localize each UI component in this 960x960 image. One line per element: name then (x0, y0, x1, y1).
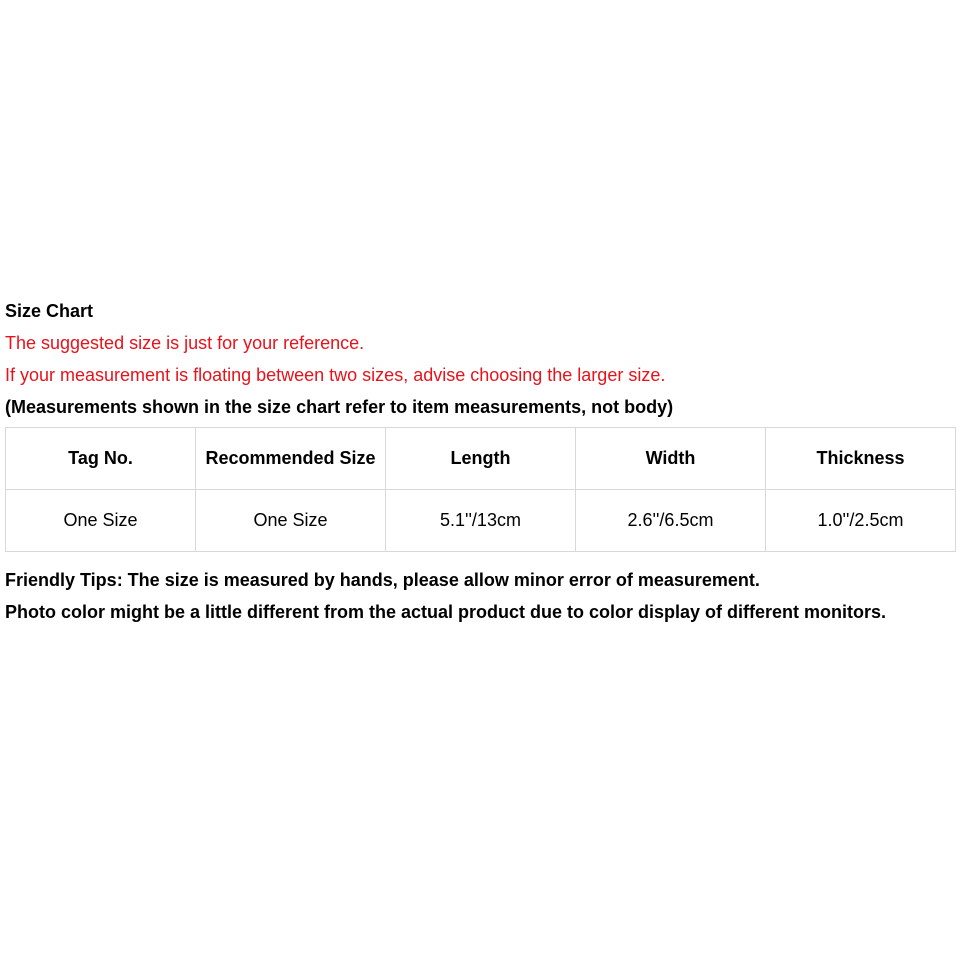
cell-recommended-size: One Size (196, 490, 386, 552)
header-thickness: Thickness (766, 428, 956, 490)
page-title: Size Chart (5, 301, 94, 321)
header-length: Length (386, 428, 576, 490)
header-recommended-size: Recommended Size (196, 428, 386, 490)
cell-width: 2.6''/6.5cm (576, 490, 766, 552)
cell-thickness: 1.0''/2.5cm (766, 490, 956, 552)
tip-measurement: Friendly Tips: The size is measured by hands, please allow minor error of measurement. (5, 570, 760, 590)
table-row (6, 490, 956, 552)
larger-size-note: If your measurement is floating between two sizes, advise choosing the larger size. (5, 365, 666, 385)
size-chart-section (5, 295, 956, 628)
cell-tag-no: One Size (6, 490, 196, 552)
size-table (5, 427, 956, 552)
tip-photo-color: Photo color might be a little different from the actual product due to color display of different monitors. (5, 602, 887, 622)
reference-note: The suggested size is just for your reference. (5, 333, 365, 353)
header-width: Width (576, 428, 766, 490)
cell-length: 5.1''/13cm (386, 490, 576, 552)
header-tag-no: Tag No. (6, 428, 196, 490)
table-header-row (6, 428, 956, 490)
friendly-tips (5, 564, 956, 628)
measurement-disclaimer: (Measurements shown in the size chart refer to item measurements, not body) (5, 397, 674, 417)
